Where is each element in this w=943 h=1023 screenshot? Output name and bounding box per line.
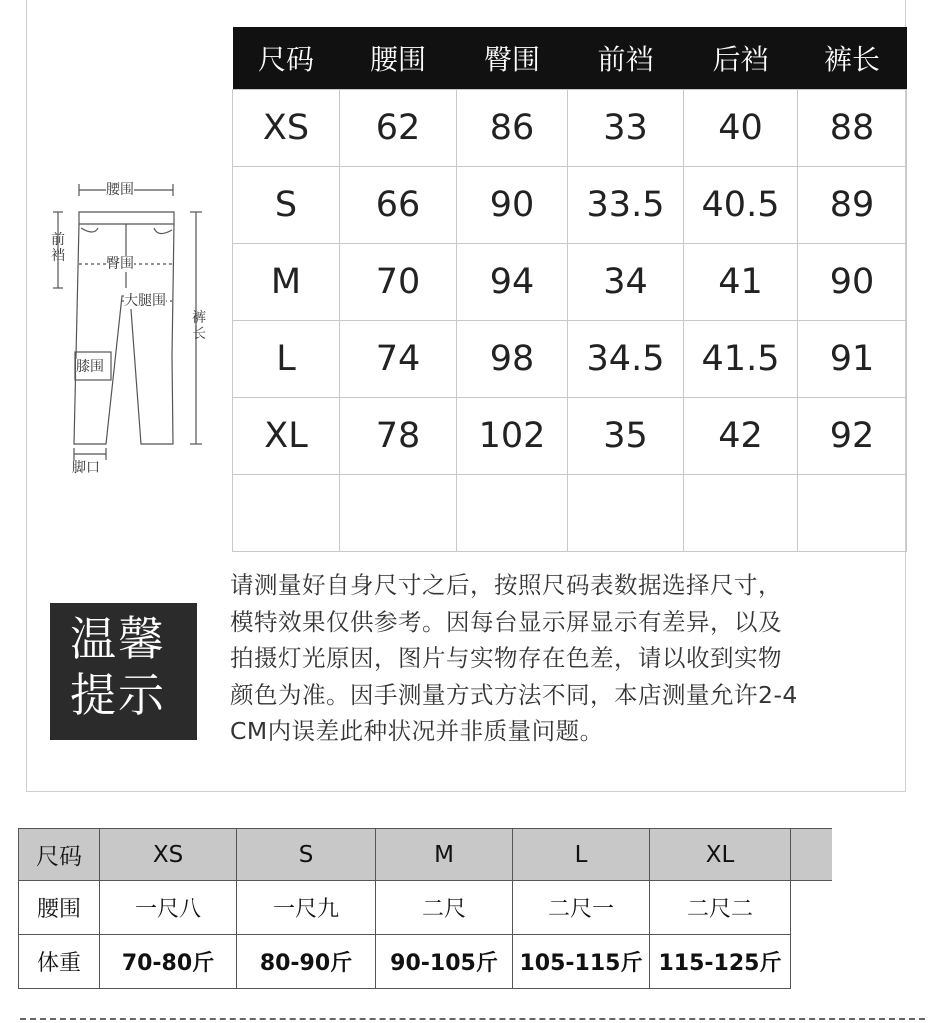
header-length: 裤长 [798, 27, 907, 90]
diagram-label-hem: 脚口 [72, 460, 100, 476]
reference-size-cell: XS [100, 829, 237, 881]
table-row [233, 90, 907, 167]
table-row [233, 398, 907, 475]
reference-weight-cell-empty [791, 935, 832, 989]
cell-waist: 62 [340, 90, 457, 167]
cell-length: 90 [798, 244, 907, 321]
cell-front-rise: 34.5 [568, 321, 684, 398]
tip-line: 颜色为准。因手测量方式方法不同，本店测量允许2-4 [230, 680, 798, 709]
cell-front-rise [568, 475, 684, 552]
reference-size-cell: M [376, 829, 513, 881]
diagram-label-hip: 臀围 [106, 256, 134, 272]
reference-waist-cell: 二尺二 [650, 881, 791, 935]
cell-front-rise: 33 [568, 90, 684, 167]
reference-waist-row [19, 881, 832, 935]
reference-weight-row [19, 935, 832, 989]
cell-length: 88 [798, 90, 907, 167]
size-chart-table [232, 27, 907, 552]
header-size: 尺码 [233, 27, 340, 90]
cell-hip: 94 [457, 244, 568, 321]
tip-text [230, 567, 900, 750]
reference-waist-cell-empty [791, 881, 832, 935]
dashed-divider [20, 1018, 925, 1020]
reference-waist-cell: 一尺九 [237, 881, 376, 935]
header-back-rise: 后裆 [684, 27, 798, 90]
tip-line: CM内误差此种状况并非质量问题。 [230, 717, 604, 745]
cell-hip: 102 [457, 398, 568, 475]
reference-size-cell-empty [791, 829, 832, 881]
size-chart-header-row [233, 27, 907, 90]
reference-size-label: 尺码 [19, 829, 100, 881]
cell-size: XL [233, 398, 340, 475]
header-hip: 臀围 [457, 27, 568, 90]
diagram-label-waist: 腰围 [106, 182, 134, 198]
cell-size: S [233, 167, 340, 244]
table-row [233, 321, 907, 398]
reference-weight-label: 体重 [19, 935, 100, 989]
cell-waist: 78 [340, 398, 457, 475]
reference-waist-cell: 二尺 [376, 881, 513, 935]
tip-title-line2: 提示 [70, 668, 166, 722]
cell-waist: 66 [340, 167, 457, 244]
cell-hip: 86 [457, 90, 568, 167]
tip-line: 请测量好自身尺寸之后，按照尺码表数据选择尺寸， [230, 571, 782, 599]
reference-weight-cell: 105-115斤 [513, 935, 650, 989]
reference-waist-label: 腰围 [19, 881, 100, 935]
cell-waist [340, 475, 457, 552]
reference-size-cell: S [237, 829, 376, 881]
cell-hip: 90 [457, 167, 568, 244]
pants-measurement-diagram [46, 176, 226, 486]
reference-weight-cell: 90-105斤 [376, 935, 513, 989]
cell-hip [457, 475, 568, 552]
cell-front-rise: 35 [568, 398, 684, 475]
cell-length: 92 [798, 398, 907, 475]
tip-line: 拍摄灯光原因，图片与实物存在色差，请以收到实物 [230, 644, 782, 672]
reference-waist-cell: 二尺一 [513, 881, 650, 935]
cell-back-rise: 42 [684, 398, 798, 475]
cell-hip: 98 [457, 321, 568, 398]
tip-title-box [50, 603, 197, 740]
tip-title-line1: 温馨 [70, 612, 166, 666]
cell-size: M [233, 244, 340, 321]
reference-size-cell: XL [650, 829, 791, 881]
header-front-rise: 前裆 [568, 27, 684, 90]
cell-back-rise: 40 [684, 90, 798, 167]
cell-size: XS [233, 90, 340, 167]
tip-line: 模特效果仅供参考。因每台显示屏显示有差异，以及 [230, 607, 782, 636]
cell-waist: 74 [340, 321, 457, 398]
cell-back-rise: 41 [684, 244, 798, 321]
cell-front-rise: 33.5 [568, 167, 684, 244]
table-row [233, 244, 907, 321]
table-row [233, 167, 907, 244]
reference-weight-cell: 80-90斤 [237, 935, 376, 989]
cell-front-rise: 34 [568, 244, 684, 321]
reference-weight-cell: 70-80斤 [100, 935, 237, 989]
reference-size-cell: L [513, 829, 650, 881]
diagram-label-front-rise: 前裆 [51, 232, 65, 264]
reference-table [18, 828, 832, 989]
diagram-label-length: 裤长 [192, 310, 206, 342]
cell-size: L [233, 321, 340, 398]
header-waist: 腰围 [340, 27, 457, 90]
cell-back-rise: 40.5 [684, 167, 798, 244]
cell-size [233, 475, 340, 552]
diagram-label-knee: 膝围 [76, 359, 104, 375]
cell-length: 91 [798, 321, 907, 398]
cell-waist: 70 [340, 244, 457, 321]
reference-weight-cell: 115-125斤 [650, 935, 791, 989]
cell-back-rise: 41.5 [684, 321, 798, 398]
cell-back-rise [684, 475, 798, 552]
cell-length [798, 475, 907, 552]
reference-size-row [19, 829, 832, 881]
diagram-label-thigh: 大腿围 [124, 293, 166, 309]
table-row [233, 475, 907, 552]
cell-length: 89 [798, 167, 907, 244]
reference-waist-cell: 一尺八 [100, 881, 237, 935]
